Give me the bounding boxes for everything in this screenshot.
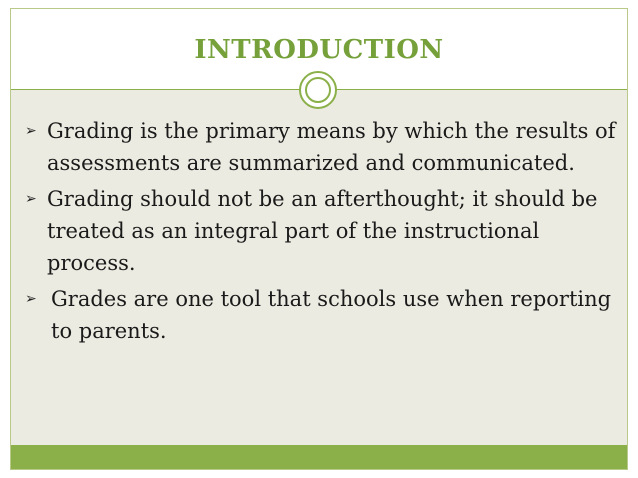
- arrowhead-bullet-icon: ➢: [25, 291, 37, 307]
- arrowhead-bullet-icon: ➢: [25, 191, 37, 207]
- inner-circle-icon: [305, 77, 331, 103]
- circle-ornament-icon: [299, 71, 337, 109]
- slide: [10, 8, 628, 470]
- arrowhead-bullet-icon: ➢: [25, 123, 37, 139]
- bullet-text: Grading is the primary means by which the results of assessments are summarized and communicated.: [47, 119, 616, 175]
- bullet-text: Grading should not be an afterthought; it should be treated as an integral part of the instructional process.: [47, 187, 598, 275]
- bullet-item: [25, 115, 625, 179]
- footer-bar: [11, 445, 627, 469]
- bullet-list: [25, 115, 625, 351]
- slide-title: INTRODUCTION: [194, 35, 444, 65]
- bullet-text: Grades are one tool that schools use when reporting to parents.: [51, 287, 612, 343]
- bullet-item: [25, 283, 625, 347]
- bullet-item: [25, 183, 625, 279]
